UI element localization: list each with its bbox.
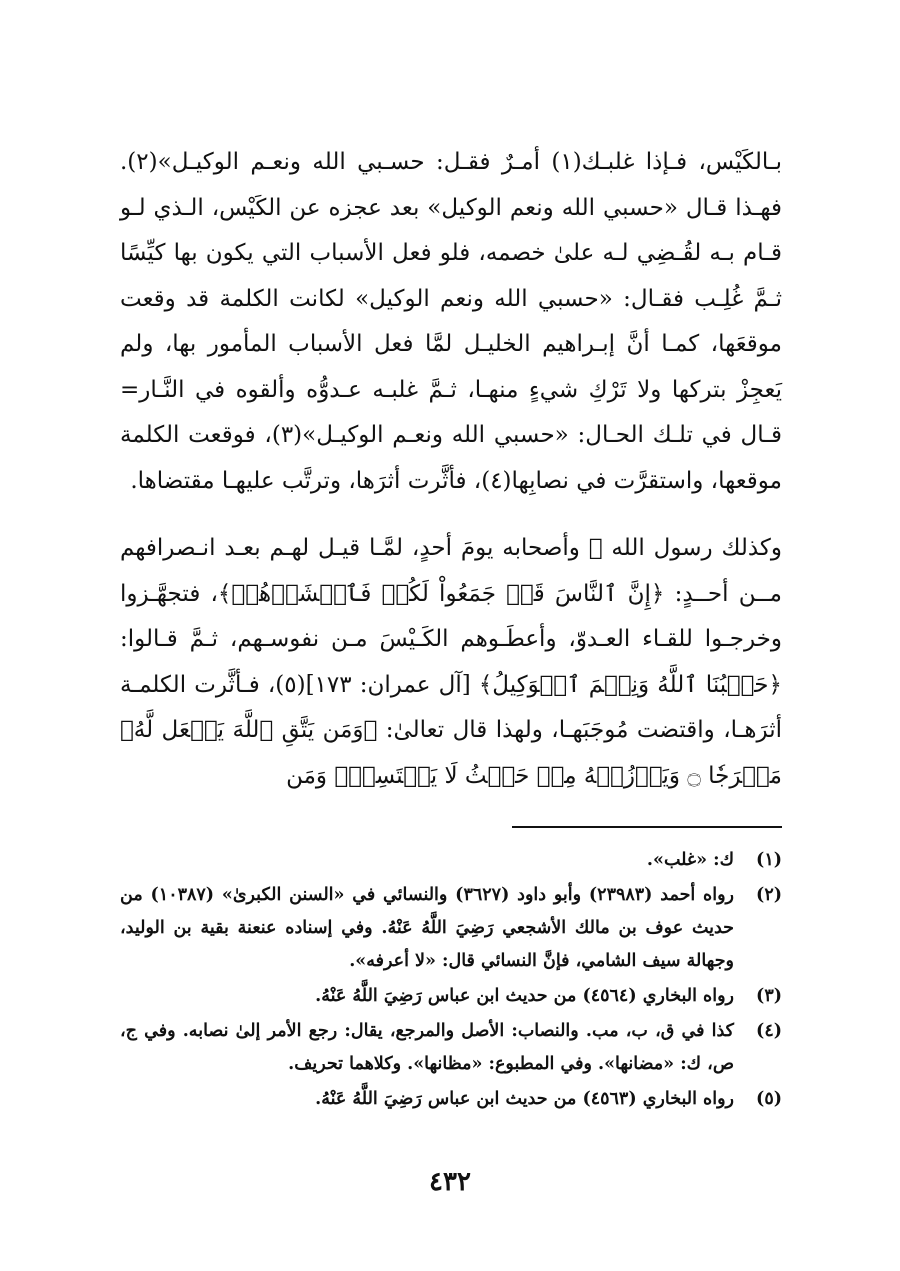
paragraph-2: وكذلك رسول الله ﷺ وأصحابه يومَ أحدٍ، لمَّـا قيـل لهـم بعـد انـصرافهم مــن أحــدٍ: ﴿إِنَّ ٱلنَّاسَ قَدۡ جَمَعُواْ لَكُمۡ فَٱخۡشَوۡهُمۡ﴾، فتجهَّـزوا وخرجـوا للقـاء العـدوّ، وأعطَـوهم الكَـيْسَ مـن نفوسـهم، ثـمَّ قـالوا: ﴿حَسۡبُنَا ٱللَّهُ وَنِعۡمَ ٱلۡوَكِيلُ﴾ [آل عمران: ١٧٣](٥)، فـأثَّرت الكلمـة أثرَهـا، واقتضت مُوجَبَهـا، ولهذا قال تعالىٰ: ﴿وَمَن يَتَّقِ ٱللَّهَ يَجۡعَل لَّهُۥ مَخۡرَجٗا ۝ وَيَرۡزُقۡهُ مِنۡ حَيۡثُ لَا يَحۡتَسِبُۚ وَمَن	[120, 535, 782, 789]
page-number: ٤٣٢	[429, 1167, 471, 1197]
footnote-divider	[512, 826, 782, 828]
footnote-item	[120, 879, 782, 978]
footnote-number: (٣)	[756, 986, 782, 1006]
paragraph-1: بـالكَيْس، فـإذا غلبـك(١) أمـرٌ فقـل: حسـبي الله ونعـم الوكيـل»(٢). فهـذا قـال «حسبي الله ونعم الوكيل» بعد عجزه عن الكَيْس، الـذي لـو قـام بـه لقُـضِي لـه علىٰ خصمه، فلو فعل الأسباب التي يكون بها كيِّسًا ثـمَّ غُلِـب فقـال: «حسبي الله ونعم الوكيل» لكانت الكلمة قد وقعت موقعَها، كمـا أنَّ إبـراهيم الخليـل لمَّا فعل الأسباب المأمور بها، ولم يَعجِزْ بتركها ولا تَرْكِ شيءٍ منهـا، ثـمَّ غلبـه عـدوُّه وألقوه في النَّـار= قـال في تلـك الحـال: «حسبي الله ونعـم الوكيـل»(٣)، فوقعت الكلمة موقعها، واستقرَّت في نصابِها(٤)، فأثَّرت أثرَها، وترتَّب عليهـا مقتضاها.	[120, 149, 782, 494]
main-text	[120, 140, 782, 799]
footnote-item	[120, 1083, 782, 1116]
footnote-text: رواه البخاري (٤٥٦٣) من حديث ابن عباس رَضِيَ اللَّهُ عَنْهُ.	[315, 1089, 734, 1109]
footnote-item	[120, 1015, 782, 1081]
footnote-item	[120, 980, 782, 1013]
footnote-text: ك: «غلب».	[646, 850, 734, 870]
footnote-number: (١)	[756, 850, 782, 870]
footnote-text: رواه البخاري (٤٥٦٤) من حديث ابن عباس رَضِيَ اللَّهُ عَنْهُ.	[315, 986, 734, 1006]
footnote-number: (٢)	[756, 885, 782, 905]
footnote-number: (٥)	[756, 1089, 782, 1109]
footnote-text: رواه أحمد (٢٣٩٨٣) وأبو داود (٣٦٢٧) والنسائي في «السنن الكبرىٰ» (١٠٣٨٧) من حديث عوف بن مالك الأشجعي رَضِيَ اللَّهُ عَنْهُ. وفي إسناده عنعنة بقية بن الوليد، وجهالة سيف الشامي، فإنَّ النسائي قال: «لا أعرفه».	[120, 885, 734, 971]
footnotes	[120, 844, 782, 1118]
footnote-item	[120, 844, 782, 877]
footnote-number: (٤)	[756, 1021, 782, 1041]
footnote-text: كذا في ق، ب، مب. والنصاب: الأصل والمرجع، يقال: رجع الأمر إلىٰ نصابه. وفي ج، ص، ك: «مضانها». وفي المطبوع: «مظانها». وكلاهما تحريف.	[120, 1021, 734, 1074]
